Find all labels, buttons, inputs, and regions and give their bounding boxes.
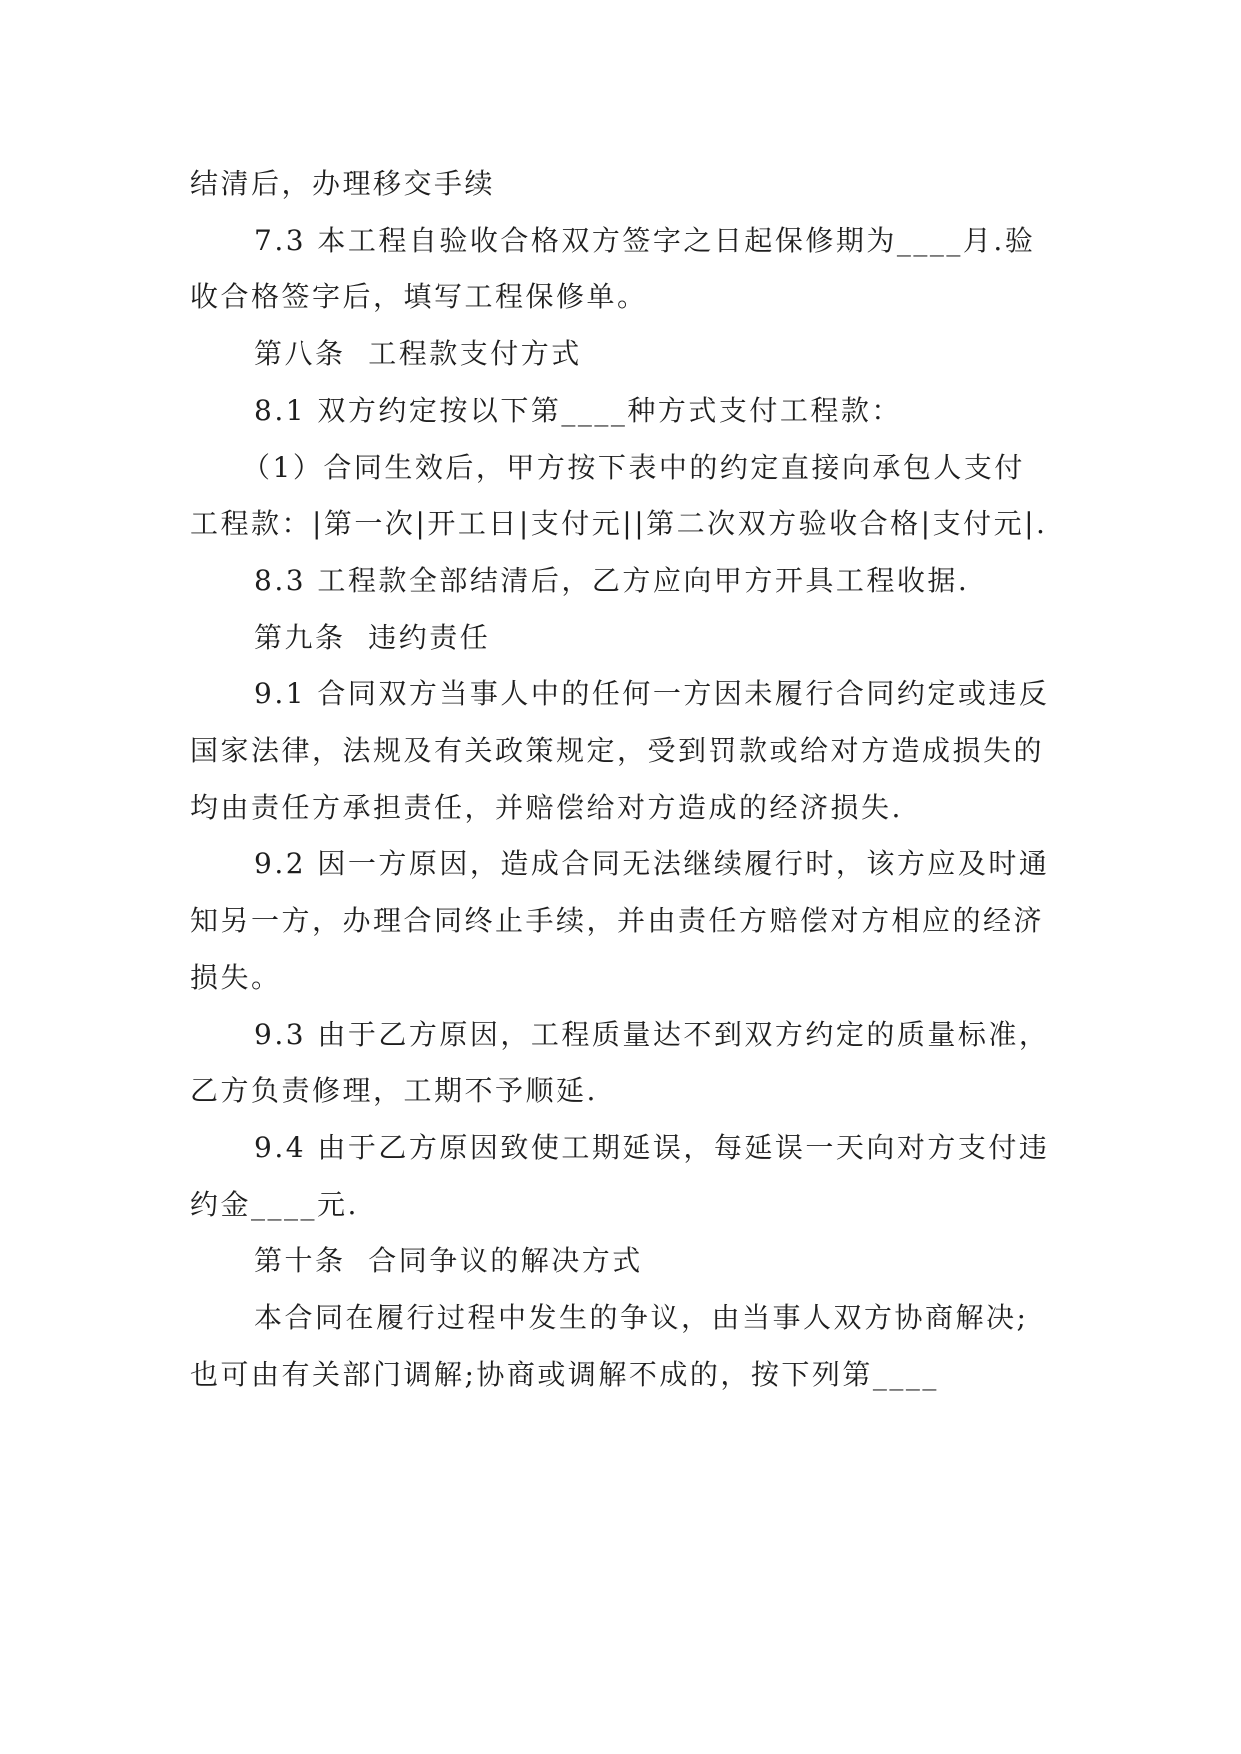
paragraph-liability-9-4: 9.4 由于乙方原因致使工期延误，每延误一天向对方支付违约金____元.: [190, 1130, 1050, 1221]
contract-body: [190, 156, 1052, 1403]
paragraph-payment-schedule: （1）合同生效后，甲方按下表中的约定直接向承包人支付工程款：|第一次|开工日|支付元||第二次双方验收合格|支付元|.: [190, 450, 1048, 541]
heading-article-10: 第十条 合同争议的解决方式: [254, 1244, 643, 1278]
paragraph-liability-9-1: 9.1 合同双方当事人中的任何一方因未履行合同约定或违反国家法律，法规及有关政策规定，受到罚款或给对方造成损失的均由责任方承担责任，并赔偿给对方造成的经济损失.: [190, 677, 1050, 824]
heading-article-8: 第八条 工程款支付方式: [254, 337, 582, 371]
paragraph-dispute-resolution: 本合同在履行过程中发生的争议，由当事人双方协商解决;也可由有关部门调解;协商或调解不成的，按下列第____: [190, 1301, 1029, 1391]
paragraph-handover: 结清后，办理移交手续: [190, 167, 496, 200]
paragraph-warranty-period: 7.3 本工程自验收合格双方签字之日起保修期为____月.验收合格签字后，填写工程保修单。: [190, 223, 1036, 314]
paragraph-payment-method: 8.1 双方约定按以下第____种方式支付工程款：: [254, 393, 902, 427]
paragraph-liability-9-2: 9.2 因一方原因，造成合同无法继续履行时，该方应及时通知另一方，办理合同终止手续，并由责任方赔偿对方相应的经济损失。: [190, 847, 1050, 994]
paragraph-receipt: 8.3 工程款全部结清后，乙方应向甲方开具工程收据.: [254, 563, 970, 597]
heading-article-9: 第九条 违约责任: [254, 620, 491, 654]
paragraph-liability-9-3: 9.3 由于乙方原因，工程质量达不到双方约定的质量标准，乙方负责修理，工期不予顺延.: [190, 1017, 1050, 1108]
